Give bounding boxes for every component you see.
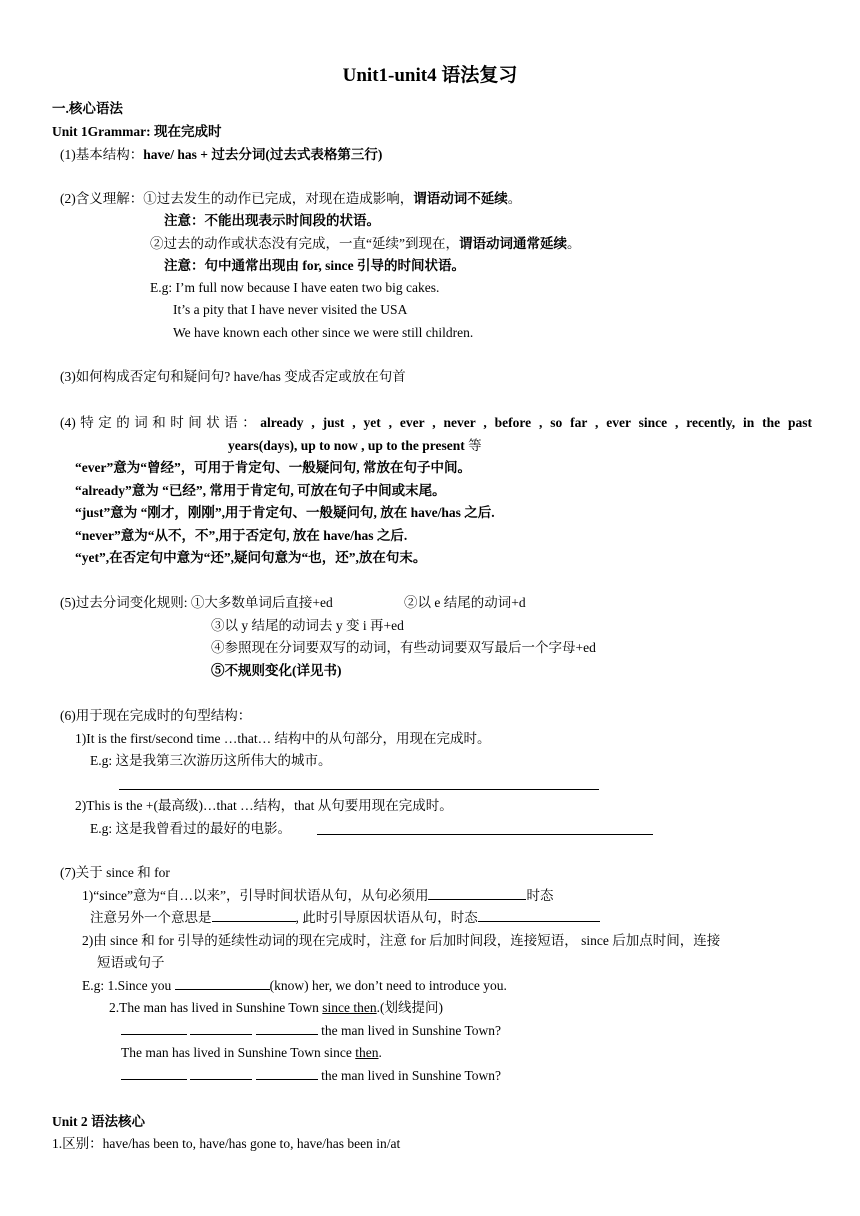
point-6-example-1: E.g: 这是我第三次游历这所伟大的城市。 (90, 753, 332, 768)
point-5-rule-e: ⑤不规则变化(详见书) (211, 663, 342, 678)
point-2-note-2: 注意：句中通常出现由 for, since 引导的时间状语。 (164, 258, 465, 273)
point-4-label: (4)特定的词和时间状语： (60, 415, 261, 430)
unit1-heading (52, 123, 221, 141)
point-1-label: (1)基本结构： (60, 147, 144, 162)
example-line-2: It’s a pity that I have never visited the USA (173, 302, 408, 317)
tense-blank-2[interactable] (478, 909, 600, 922)
unit1-heading-topic: 现在完成时 (153, 124, 222, 139)
point-2-text-b: ②过去的动作或状态没有完成，一直“延续”到现在， (150, 236, 459, 251)
question-text-1: the man lived in Sunshine Town? (321, 1023, 502, 1038)
example-3-text-b: . (378, 1045, 382, 1060)
rule-already: “already”意为 “已经”, 常用于肯定句, 可放在句子中间或末尾。 (75, 483, 446, 498)
question-blank-1a[interactable] (121, 1022, 187, 1035)
page-title: Unit1-unit4 语法复习 (342, 65, 518, 86)
example-3-text-a: The man has lived in Sunshine Town since (121, 1045, 352, 1060)
section-heading: 一.核心语法 (52, 101, 123, 116)
point-7-since-note (90, 909, 600, 927)
point-6-example-2: E.g: 这是我曾看过的最好的电影。 (90, 821, 291, 836)
question-line-1 (121, 1022, 501, 1040)
point-7-note-text-b: , 此时引导原因状语从句，时态 (295, 910, 478, 925)
point-5-rule-b: ②以 e 结尾的动词+d (404, 595, 526, 610)
point-6-structure-2: 2)This is the +(最高级)…that …结构，that 从句要用现在完成时。 (75, 798, 453, 813)
rule-ever: “ever”意为“曾经”，可用于肯定句、一般疑问句, 常放在句子中间。 (75, 460, 471, 475)
point-5-rule-a: (5)过去分词变化规则: ①大多数单词后直接+ed (60, 595, 333, 610)
example-1-text-b: (know) her, we don’t need to introduce you. (269, 978, 507, 993)
question-blank-2a[interactable] (121, 1067, 187, 1080)
example-2-text-b: .(划线提问) (376, 1000, 444, 1015)
point-7-since-meaning (82, 887, 553, 905)
point-4-word-list: already , just , yet , ever , never , before , so far , ever since , recently, in the past (260, 415, 812, 430)
example-2-underlined: since then (322, 1000, 377, 1015)
point-7-example-3 (121, 1044, 382, 1062)
point-7-tense-word: 时态 (526, 888, 554, 903)
example-2-text-a: 2.The man has lived in Sunshine Town (109, 1000, 319, 1015)
point-2-meaning-b (150, 235, 580, 253)
point-4-time-words-cont (228, 437, 482, 455)
point-4-word-list-cont: years(days), up to now , up to the present (228, 438, 465, 453)
point-2-emphasis-a: 谓语动词不延续 (413, 191, 508, 206)
point-4-etc: 等 (468, 438, 482, 453)
point-1-formula: have/ has + 过去分词(过去式表格第三行) (143, 147, 383, 162)
point-4-time-words (60, 414, 812, 432)
point-7-for-since-rule: 2)由 since 和 for 引导的延续性动词的现在完成时，注意 for 后加时间段，连接短语， since 后加点时间，连接 (82, 933, 721, 948)
point-7-example-2 (109, 999, 443, 1017)
rule-never: “never”意为“从不，不”,用于否定句, 放在 have/has 之后. (75, 528, 408, 543)
unit2-point-1: 1.区别：have/has been to, have/has gone to, have/has been in/at (52, 1136, 401, 1151)
point-2-text-a: (2)含义理解：①过去发生的动作已完成，对现在造成影响， (60, 191, 414, 206)
question-text-2: the man lived in Sunshine Town? (321, 1068, 502, 1083)
meaning-blank[interactable] (212, 909, 296, 922)
point-6-heading: (6)用于现在完成时的句型结构： (60, 708, 252, 723)
rule-just: “just”意为 “刚才，刚刚”,用于肯定句、一般疑问句, 放在 have/has 之后. (75, 505, 495, 520)
point-2-punct-a: 。 (507, 191, 522, 206)
point-2-meaning-a (60, 190, 521, 208)
unit1-heading-prefix: Unit 1Grammar: (52, 124, 151, 139)
question-blank-2b[interactable] (190, 1067, 252, 1080)
point-7-since-text: 1)“since”意为“自…以来”，引导时间状语从句，从句必须用 (82, 888, 429, 903)
example-1-text-a: E.g: 1.Since you (82, 978, 172, 993)
example-line-1: E.g: I’m full now because I have eaten two big cakes. (150, 280, 440, 295)
point-2-punct-b: 。 (566, 236, 581, 251)
point-5-rule-c: ③以 y 结尾的动词去 y 变 i 再+ed (211, 618, 404, 633)
question-blank-1c[interactable] (256, 1022, 318, 1035)
point-7-example-1 (82, 977, 507, 995)
answer-blank-line-1[interactable] (119, 789, 599, 790)
point-1-basic-structure (60, 146, 382, 164)
question-line-2 (121, 1067, 501, 1085)
question-blank-2c[interactable] (256, 1067, 318, 1080)
answer-blank-line-2[interactable] (317, 834, 653, 835)
example-line-3: We have known each other since we were still children. (173, 325, 474, 340)
point-7-for-since-rule-cont: 短语或句子 (97, 955, 165, 970)
point-7-note-text-a: 注意另外一个意思是 (90, 910, 212, 925)
question-blank-1b[interactable] (190, 1022, 252, 1035)
point-2-emphasis-b: 谓语动词通常延续 (458, 236, 567, 251)
point-7-heading: (7)关于 since 和 for (60, 865, 170, 880)
example-3-underlined: then (355, 1045, 379, 1060)
point-5-rule-d: ④参照现在分词要双写的动词，有些动词要双写最后一个字母+ed (211, 640, 596, 655)
unit2-heading: Unit 2 语法核心 (52, 1114, 146, 1129)
point-2-note-1: 注意：不能出现表示时间段的状语。 (164, 213, 380, 228)
tense-blank-1[interactable] (428, 887, 526, 900)
verb-blank[interactable] (175, 977, 270, 990)
rule-yet: “yet”,在否定句中意为“还”,疑问句意为“也，还”,放在句末。 (75, 550, 427, 565)
point-3-negative-question: (3)如何构成否定句和疑问句? have/has 变成否定或放在句首 (60, 369, 406, 384)
point-6-structure-1: 1)It is the first/second time …that… 结构中的从句部分，用现在完成时。 (75, 731, 491, 746)
